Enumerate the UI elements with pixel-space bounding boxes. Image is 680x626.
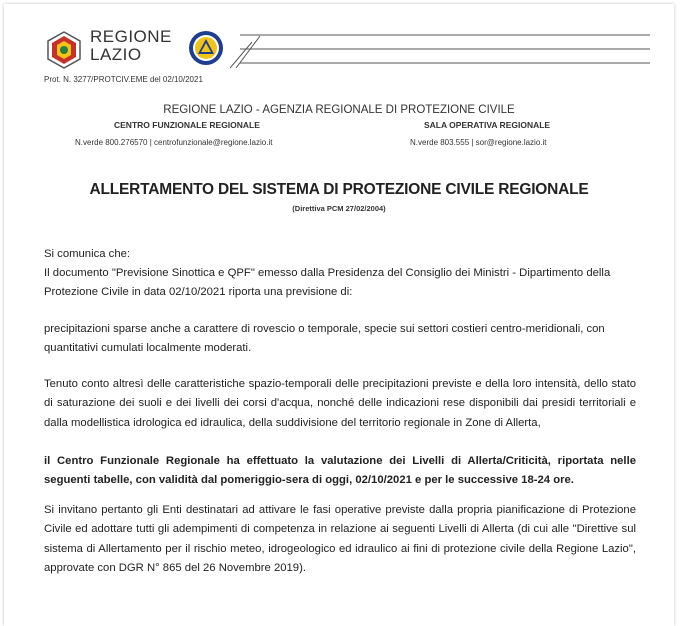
paragraph-instructions: Si invitano pertanto gli Enti destinatari ad attivare le fasi operative previste dalla propria pianificazione di Protezione Civile ed adottare tutti gli adempimenti di competenza in relazione ai seguenti Livelli di Allerta (di cui alle "Direttive sul sistema di Allertamento per il rischio meteo, idrogeologico ed idraulico ai fini di protezione civile della Regione Lazio", approvate con DGR N° 865 del 26 Novembre 2019). [44, 504, 636, 575]
paragraph-forecast: precipitazioni sparse anche a carattere di rovescio o temporale, specie sui settori costieri centro-meridionali, con quantitativi cumulati localmente moderati. [44, 323, 605, 355]
left-office-name: CENTRO FUNZIONALE REGIONALE [114, 120, 260, 130]
document-title: ALLERTAMENTO DEL SISTEMA DI PROTEZIONE CIVILE REGIONALE [89, 181, 589, 198]
document-page [4, 4, 674, 626]
wordmark-line2: LAZIO [90, 45, 142, 64]
wordmark-line1: REGIONE [90, 27, 172, 46]
left-office-contact: N.verde 800.276570 | centrofunzionale@regione.lazio.it [75, 138, 273, 147]
agency-title: REGIONE LAZIO - AGENZIA REGIONALE DI PROTEZIONE CIVILE [163, 104, 515, 116]
directive-reference: (Direttiva PCM 27/02/2004) [292, 204, 386, 213]
letterhead [44, 26, 644, 76]
paragraph-forecast-source: Il documento "Previsione Sinottica e QPF" emesso dalla Presidenza del Consiglio dei Ministri - Dipartimento della Protezione Civile in data 02/10/2021 riporta una previsione di: [44, 267, 611, 299]
protezione-civile-logo-icon [188, 30, 224, 66]
regione-lazio-emblem-icon [44, 30, 84, 70]
paragraph-considerations: Tenuto conto altresì delle caratteristiche spazio-temporali delle precipitazioni previste e della loro intensità, dello stato di saturazione dei suoli e dei livelli dei corsi d'acqua, nonché delle indicazioni rese disponibili dai presidi territoriali e dalla modellistica idrologica ed idraulica, della suddivisione del territorio regionale in Zone di Allerta, [44, 378, 636, 429]
header-rule-lines [230, 32, 650, 72]
paragraph-alert-evaluation: il Centro Funzionale Regionale ha effettuato la valutazione dei Livelli di Allerta/Criticità, riportata nelle seguenti tabelle, con validità dal pomeriggio-sera di oggi, 02/10/2021 e per le successive 18-24 ore. [44, 455, 636, 487]
protocol-number: Prot. N. 3277/PROTCIV.EME del 02/10/2021 [44, 75, 203, 84]
intro-line: Si comunica che: [44, 248, 131, 260]
regione-lazio-wordmark [90, 28, 172, 64]
right-office-name: SALA OPERATIVA REGIONALE [424, 120, 551, 130]
right-office-contact: N.verde 803.555 | sor@regione.lazio.it [410, 138, 547, 147]
